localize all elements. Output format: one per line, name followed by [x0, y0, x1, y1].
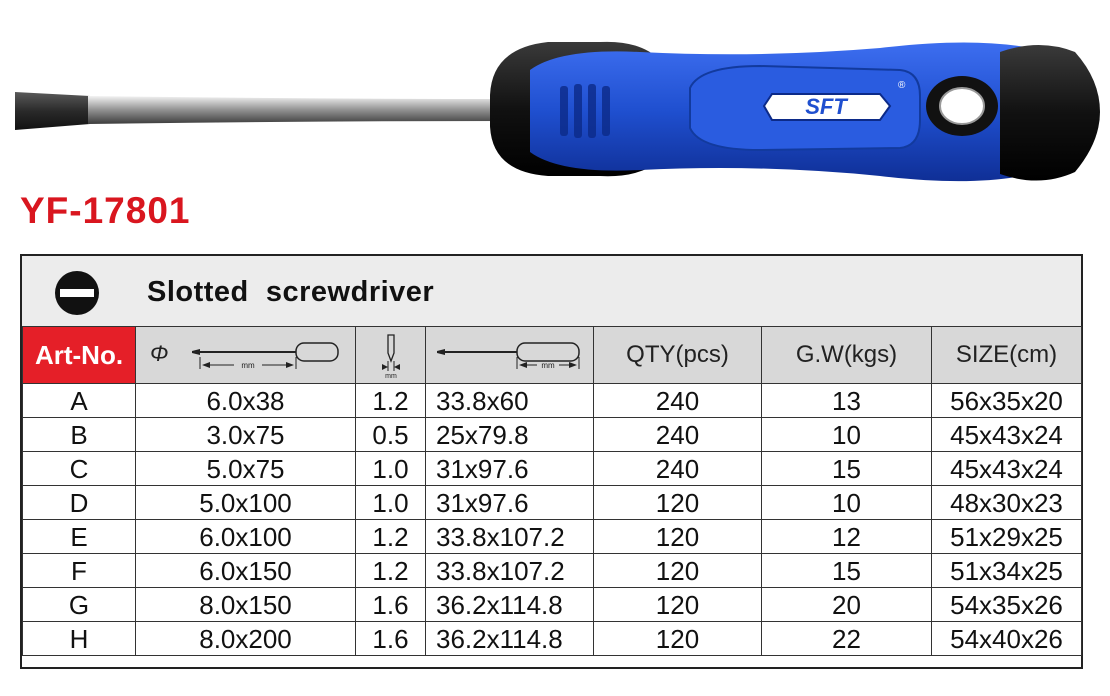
svg-text:mm: mm — [240, 361, 255, 370]
tip-thickness-header — [356, 327, 426, 384]
table-row — [23, 486, 1082, 520]
carton-size-cell: 51x34x25 — [932, 554, 1082, 588]
gross-weight-cell: 15 — [762, 554, 932, 588]
gross-weight-cell: 13 — [762, 384, 932, 418]
table-row — [23, 452, 1082, 486]
qty-header: QTY(pcs) — [594, 327, 762, 384]
tip-thickness-diagram — [371, 331, 411, 379]
table-row — [23, 418, 1082, 452]
table-row — [23, 384, 1082, 418]
gross-weight-cell: 15 — [762, 452, 932, 486]
diameter-length-header — [136, 327, 356, 384]
tip-thickness-cell: 1.2 — [356, 384, 426, 418]
qty-cell: 240 — [594, 452, 762, 486]
art-no-cell: B — [23, 418, 136, 452]
handle-length-diagram — [433, 333, 587, 377]
tip-thickness-cell: 0.5 — [356, 418, 426, 452]
art-no-header: Art-No. — [23, 327, 136, 384]
handle-length-cell: 33.8x60 — [426, 384, 594, 418]
carton-size-cell: 56x35x20 — [932, 384, 1082, 418]
qty-cell: 120 — [594, 622, 762, 656]
dimension-cell: 5.0x75 — [136, 452, 356, 486]
carton-size-cell: 45x43x24 — [932, 452, 1082, 486]
category-title: Slotted screwdriver — [147, 276, 435, 308]
handle-length-cell: 31x97.6 — [426, 452, 594, 486]
art-no-cell: E — [23, 520, 136, 554]
size-header: SIZE(cm) — [932, 327, 1082, 384]
gross-weight-cell: 10 — [762, 486, 932, 520]
table-row — [23, 554, 1082, 588]
carton-size-cell: 54x40x26 — [932, 622, 1082, 656]
dimension-cell: 3.0x75 — [136, 418, 356, 452]
table-row — [23, 622, 1082, 656]
carton-size-cell: 51x29x25 — [932, 520, 1082, 554]
handle-length-cell: 33.8x107.2 — [426, 520, 594, 554]
qty-cell: 240 — [594, 384, 762, 418]
gross-weight-cell: 12 — [762, 520, 932, 554]
qty-cell: 120 — [594, 588, 762, 622]
art-no-cell: C — [23, 452, 136, 486]
table-row — [23, 588, 1082, 622]
art-no-cell: D — [23, 486, 136, 520]
art-no-cell: H — [23, 622, 136, 656]
dimension-cell: 6.0x38 — [136, 384, 356, 418]
handle-length-cell: 25x79.8 — [426, 418, 594, 452]
diameter-length-diagram — [146, 333, 346, 377]
tip-thickness-cell: 1.0 — [356, 486, 426, 520]
svg-text:®: ® — [898, 80, 906, 91]
svg-text:Φ: Φ — [149, 341, 168, 366]
spec-table — [20, 254, 1083, 669]
brand-logo: SFT — [805, 94, 847, 119]
handle-length-cell: 36.2x114.8 — [426, 622, 594, 656]
dimension-cell: 6.0x100 — [136, 520, 356, 554]
handle-length-cell: 36.2x114.8 — [426, 588, 594, 622]
tip-thickness-cell: 1.0 — [356, 452, 426, 486]
model-code: YF-17801 — [20, 190, 191, 231]
art-no-cell: F — [23, 554, 136, 588]
dimension-cell: 5.0x100 — [136, 486, 356, 520]
gw-header: G.W(kgs) — [762, 327, 932, 384]
header-row — [23, 327, 1082, 384]
tip-thickness-cell: 1.2 — [356, 520, 426, 554]
handle-length-header — [426, 327, 594, 384]
qty-cell: 240 — [594, 418, 762, 452]
svg-text:mm: mm — [540, 361, 555, 370]
screwdriver-image — [0, 0, 1110, 215]
gross-weight-cell: 20 — [762, 588, 932, 622]
tip-thickness-cell: 1.6 — [356, 622, 426, 656]
gross-weight-cell: 22 — [762, 622, 932, 656]
qty-cell: 120 — [594, 520, 762, 554]
category-bar — [22, 256, 1081, 328]
spec-grid — [22, 326, 1082, 656]
slotted-tip-icon — [54, 270, 100, 316]
art-no-cell: A — [23, 384, 136, 418]
dimension-cell: 8.0x200 — [136, 622, 356, 656]
qty-cell: 120 — [594, 554, 762, 588]
svg-text:mm: mm — [384, 373, 397, 379]
tip-thickness-cell: 1.6 — [356, 588, 426, 622]
handle-length-cell: 33.8x107.2 — [426, 554, 594, 588]
carton-size-cell: 45x43x24 — [932, 418, 1082, 452]
carton-size-cell: 48x30x23 — [932, 486, 1082, 520]
gross-weight-cell: 10 — [762, 418, 932, 452]
carton-size-cell: 54x35x26 — [932, 588, 1082, 622]
art-no-cell: G — [23, 588, 136, 622]
tip-thickness-cell: 1.2 — [356, 554, 426, 588]
handle-length-cell: 31x97.6 — [426, 486, 594, 520]
qty-cell: 120 — [594, 486, 762, 520]
table-row — [23, 520, 1082, 554]
dimension-cell: 8.0x150 — [136, 588, 356, 622]
dimension-cell: 6.0x150 — [136, 554, 356, 588]
